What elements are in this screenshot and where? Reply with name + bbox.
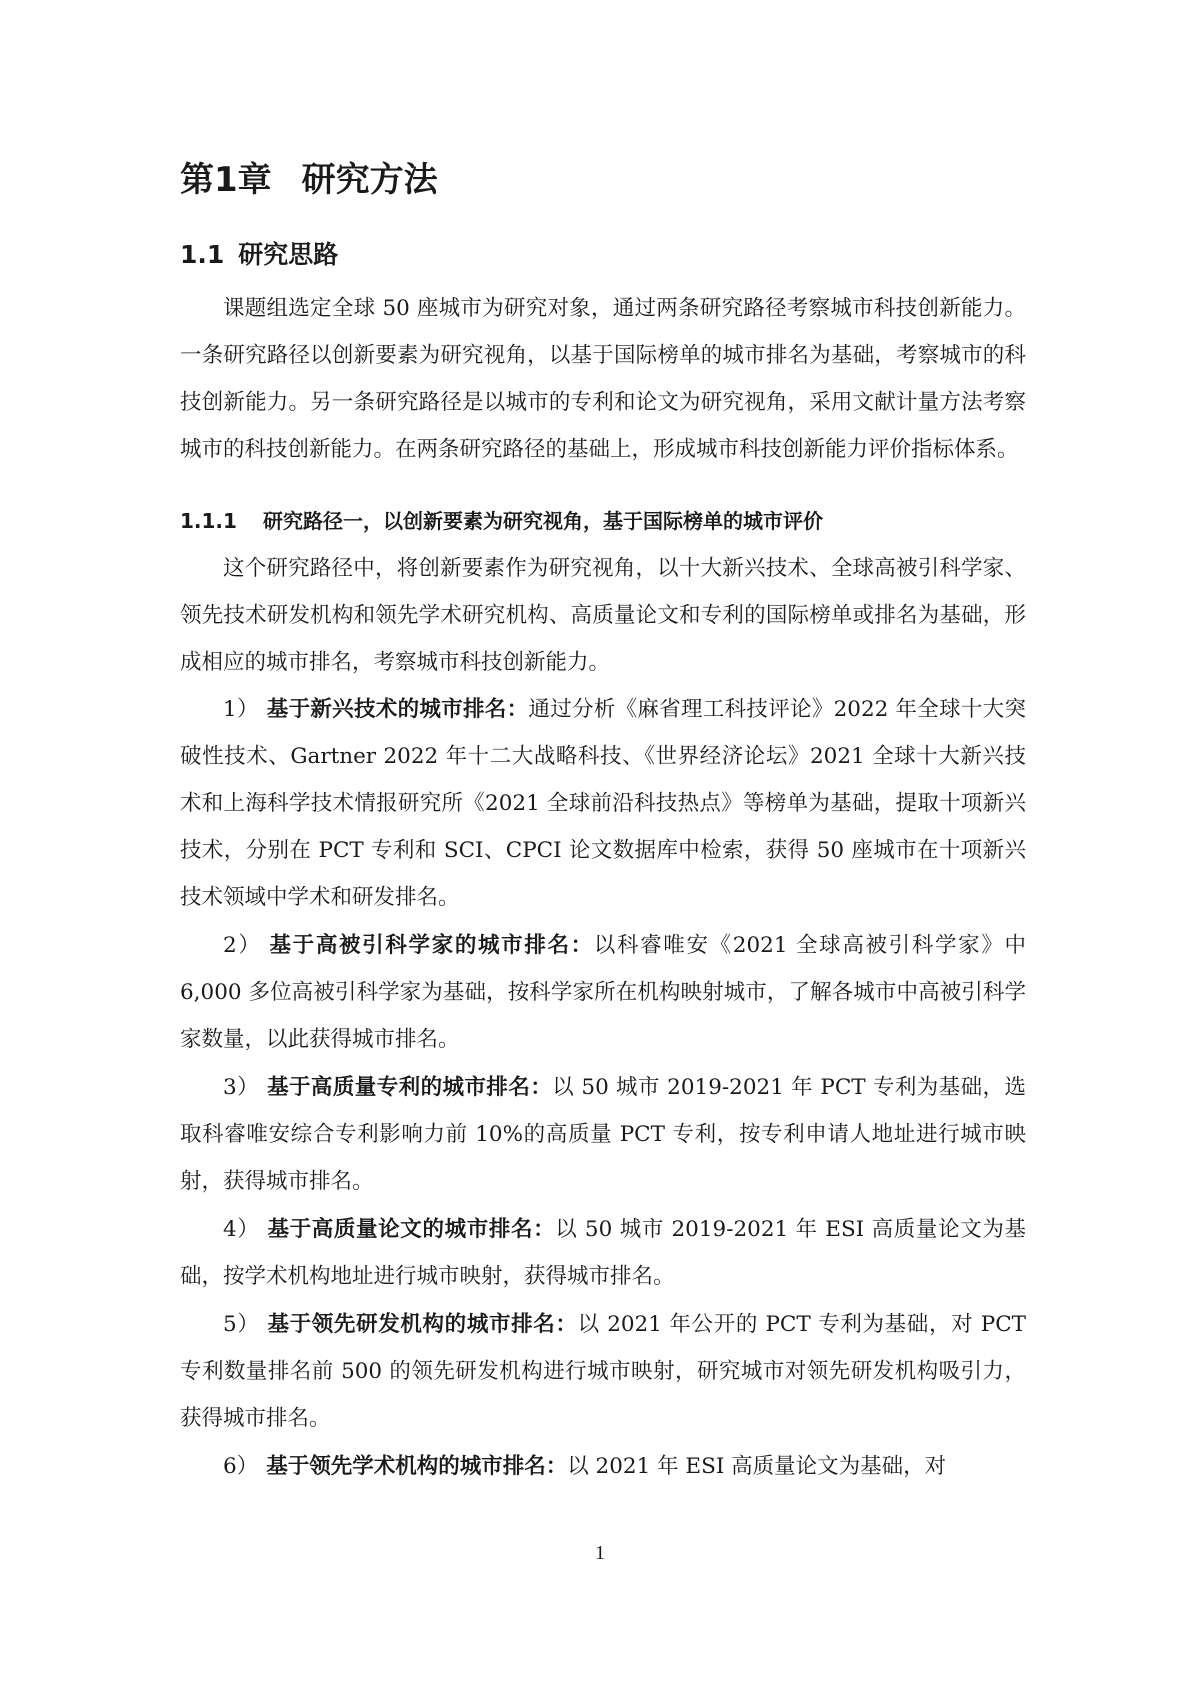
list-item-lead: 基于新兴技术的城市排名： bbox=[266, 697, 529, 723]
chapter-number: 第1章 bbox=[180, 160, 272, 200]
list-item-text: 以科睿唯安《2021 全球高被引科学家》中 6,000 多位高被引科学家为基础，按科学家所在机构映射城市，了解各城市中高被引科学家数量，以此获得城市排名。 bbox=[180, 933, 1026, 1053]
list-item-text: 通过分析《麻省理工科技评论》2022 年全球十大突破性技术、Gartner 2022 年十二大战略科技、《世界经济论坛》2021 全球十大新兴技术和上海科学技术情报研究所《2021 全球前沿科技热点》等榜单为基础，提取十项新兴技术，分别在 PCT 专利和 SCI、CPCI 论文数据库中检索，获得 50 座城市在十项新兴技术领域中学术和研发排名。 bbox=[180, 697, 1026, 911]
list-item-number: 1） bbox=[223, 697, 259, 723]
list-item-lead: 基于高被引科学家的城市排名： bbox=[269, 933, 594, 959]
section-name: 研究思路 bbox=[238, 239, 339, 269]
subsection-title bbox=[180, 507, 1026, 535]
list-item bbox=[180, 922, 1026, 1063]
section-number: 1.1 bbox=[180, 239, 225, 269]
list-item-text: 以 50 城市 2019-2021 年 ESI 高质量论文为基础，按学术机构地址进行城市映射，获得城市排名。 bbox=[180, 1217, 1026, 1290]
list-item-number: 4） bbox=[223, 1217, 260, 1243]
list-item-text: 以 50 城市 2019-2021 年 PCT 专利为基础，选取科睿唯安综合专利影响力前 10%的高质量 PCT 专利，按专利申请人地址进行城市映射，获得城市排名。 bbox=[180, 1075, 1026, 1195]
list-item bbox=[180, 1064, 1026, 1205]
chapter-name: 研究方法 bbox=[301, 160, 438, 200]
list-item-number: 5） bbox=[223, 1312, 260, 1338]
list-item-lead: 基于领先学术机构的城市排名： bbox=[266, 1454, 568, 1480]
subsection-intro-paragraph: 这个研究路径中，将创新要素作为研究视角，以十大新兴技术、全球高被引科学家、领先技术研发机构和领先学术研究机构、高质量论文和专利的国际榜单或排名为基础，形成相应的城市排名，考察城市科技创新能力。 bbox=[180, 556, 1026, 676]
list-item-lead: 基于高质量专利的城市排名： bbox=[267, 1075, 553, 1101]
list-item-lead: 基于领先研发机构的城市排名： bbox=[267, 1312, 578, 1338]
chapter-title bbox=[180, 160, 1026, 201]
list-item bbox=[180, 1443, 1026, 1490]
list-item bbox=[180, 686, 1026, 921]
section-intro-paragraph: 课题组选定全球 50 座城市为研究对象，通过两条研究路径考察城市科技创新能力。一条研究路径以创新要素为研究视角，以基于国际榜单的城市排名为基础，考察城市的科技创新能力。另一条研究路径是以城市的专利和论文为研究视角，采用文献计量方法考察城市的科技创新能力。在两条研究路径的基础上，形成城市科技创新能力评价指标体系。 bbox=[180, 296, 1026, 463]
list-item-number: 6） bbox=[223, 1454, 259, 1480]
list-item-text: 以 2021 年公开的 PCT 专利为基础，对 PCT 专利数量排名前 500 的领先研发机构进行城市映射，研究城市对领先研发机构吸引力，获得城市排名。 bbox=[180, 1312, 1026, 1432]
list-item-number: 3） bbox=[223, 1075, 260, 1101]
list-item-lead: 基于高质量论文的城市排名： bbox=[267, 1217, 556, 1243]
list-item-text: 以 2021 年 ESI 高质量论文为基础，对 bbox=[567, 1454, 947, 1480]
section-title bbox=[180, 239, 1026, 272]
list-item-number: 2） bbox=[223, 933, 262, 959]
document-page bbox=[180, 160, 1026, 1491]
subsection-number: 1.1.1 bbox=[180, 509, 237, 534]
subsection-name: 研究路径一，以创新要素为研究视角，基于国际榜单的城市评价 bbox=[262, 509, 823, 534]
list-item bbox=[180, 1301, 1026, 1442]
page-number: 1 bbox=[595, 1542, 605, 1564]
list-item bbox=[180, 1206, 1026, 1300]
